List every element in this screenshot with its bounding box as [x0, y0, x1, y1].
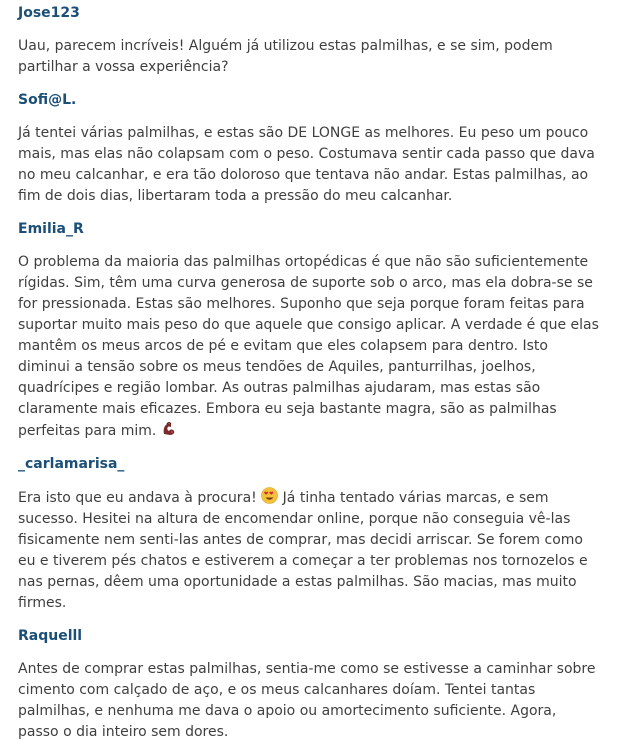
- comment-body-text-before: Era isto que eu andava à procura!: [18, 490, 257, 506]
- comment-jose123: [18, 3, 600, 78]
- comment-emilia-r: [18, 219, 600, 442]
- comment-author: Raquelll: [18, 628, 83, 644]
- comment-body-text: O problema da maioria das palmilhas ortopédicas é que não são suficientemente rígidas. Sim, têm uma curva generosa de suporte sob o arco, mas ela dobra-se se for pressionada. Estas são melhores. Suponho que seja porque foram feitas para suportar muito mais peso do que aquele que consigo aplicar. A verdade é que elas mantêm os meus arcos de pé e evitam que eles colapsem para dentro. Isto diminui a tensão sobre os meus tendões de Aquiles, panturrilhas, joelhos, quadrícipes e região lombar. As outras palmilhas ajudaram, mas estas são claramente mais eficazes. Embora eu seja bastante magra, são as palmilhas perfeitas para mim.: [18, 254, 599, 439]
- heart-eyes-emoji-icon: [261, 487, 278, 504]
- comment-body: [18, 252, 600, 442]
- comment-body: Uau, parecem incríveis! Alguém já utilizou estas palmilhas, e se sim, podem partilhar a vossa experiência?: [18, 38, 553, 75]
- comment-raquelll: [18, 626, 600, 743]
- comment-sofil: [18, 90, 600, 207]
- comment-author: Sofi@L.: [18, 92, 77, 108]
- comment-body: Antes de comprar estas palmilhas, sentia-me como se estivesse a caminhar sobre cimento com calçado de aço, e os meus calcanhares doíam. Tentei tantas palmilhas, e nenhuma me dava o apoio ou amortecimento suficiente. Agora, passo o dia inteiro sem dores.: [18, 661, 596, 740]
- comment-author: Jose123: [18, 5, 80, 21]
- comment-author: Emilia_R: [18, 221, 84, 237]
- comment-body: Já tentei várias palmilhas, e estas são DE LONGE as melhores. Eu peso um pouco mais, mas elas não colapsam com o peso. Costumava sentir cada passo que dava no meu calcanhar, e era tão doloroso que tentava não andar. Estas palmilhas, ao fim de dois dias, libertaram toda a pressão do meu calcanhar.: [18, 125, 595, 204]
- comment-author: _carlamarisa_: [18, 456, 125, 472]
- comment-body: [18, 487, 600, 614]
- muscle-emoji-icon: [161, 420, 178, 437]
- comment-body-text-after: Já tinha tentado várias marcas, e sem sucesso. Hesitei na altura de encomendar online, porque não conseguia vê-las fisicamente nem senti-las antes de comprar, mas decidi arriscar. Se forem como eu e tiverem pés chatos e estiverem a começar a ter problemas nos tornozelos e nas pernas, dêem uma oportunidade a estas palmilhas. São macias, mas muito firmes.: [18, 490, 588, 611]
- comment-carlamarisa: [18, 454, 600, 614]
